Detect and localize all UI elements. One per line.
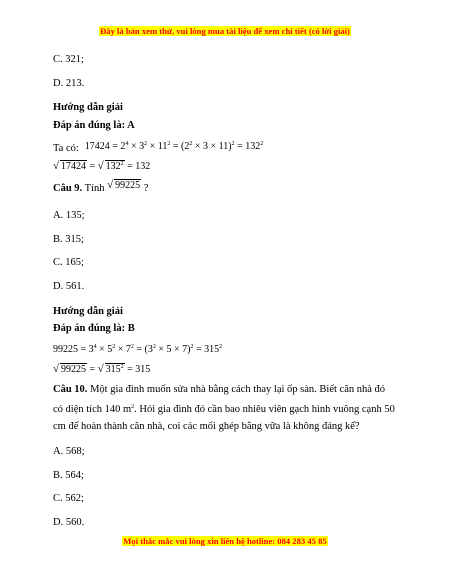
q8-option-c: C. 321;: [53, 54, 84, 65]
we-have-label: Ta có:: [53, 143, 79, 154]
sqrt-99225: √ 99225: [107, 180, 141, 191]
q9-guide-heading: Hướng dẫn giải: [53, 306, 123, 317]
q10-option-b: B. 564;: [53, 470, 84, 481]
preview-notice-text: Đây là bản xem thử, vui lòng mua tài liệu để xem chi tiết (có lời giải): [100, 26, 350, 36]
q9-equation-1: $99225 = 3^4 \times 5^2 \times 7^2 = (3^2 \times 5 \times 7)^2 = 315^2$: [53, 344, 223, 355]
q9-label: Câu 9.: [53, 183, 83, 194]
q9-option-c: C. 165;: [53, 257, 84, 268]
q10-label: Câu 10.: [53, 384, 88, 395]
sqrt-132-squared: √ $132^2$: [98, 161, 125, 172]
q9-prompt: [53, 180, 149, 194]
q10-line-3: cm để hoàn thành căn nhà, coi các mối ghép bằng vữa là không đáng kể?: [53, 421, 360, 432]
q9-qmark: ?: [143, 183, 149, 194]
preview-notice-banner: [0, 26, 450, 36]
q10-option-d: D. 560.: [53, 517, 85, 528]
q8-factorization: [53, 138, 264, 156]
q8-option-d: D. 213.: [53, 78, 85, 89]
q8-guide-heading: Hướng dẫn giải: [53, 102, 123, 113]
sqrt-315-squared: √ $315^2$: [98, 364, 125, 375]
q9-equation-2: √ 99225 = √ $315^2 = 315$: [53, 364, 150, 375]
sqrt-17424: √ 17424: [53, 161, 87, 172]
hotline-footer: [0, 536, 450, 546]
q10-line-2: có diện tích 140 $m^2$. Hỏi gia đình đó cần bao nhiêu viên gạch hình vuông cạnh 50: [53, 404, 395, 415]
q8-answer: Đáp án đúng là: A: [53, 120, 135, 131]
q9-answer: Đáp án đúng là: B: [53, 323, 135, 334]
sqrt-99225-solution: √ 99225: [53, 364, 87, 375]
q10-option-c: C. 562;: [53, 493, 84, 504]
q8-equation-1: $17424 = 2^4 \times 3^2 \times 11^2 = (2^2 \times 3 \times 11)^2 = 132^2$: [84, 141, 264, 152]
q9-option-b: B. 315;: [53, 234, 84, 245]
hotline-text: Mọi thắc mắc vui lòng xin liên hệ hotline: 084 283 45 85: [123, 536, 327, 546]
q8-equation-2: √ 17424 = √ $132^2 = 132$: [53, 161, 150, 172]
q10-line-1: Câu 10. Một gia đình muốn sửa nhà bằng cách thay lại ốp sàn. Biết căn nhà đó: [53, 384, 386, 395]
q9-option-d: D. 561.: [53, 281, 85, 292]
q10-option-a: A. 568;: [53, 446, 85, 457]
q9-text: Tính: [84, 183, 105, 194]
q9-option-a: A. 135;: [53, 210, 85, 221]
